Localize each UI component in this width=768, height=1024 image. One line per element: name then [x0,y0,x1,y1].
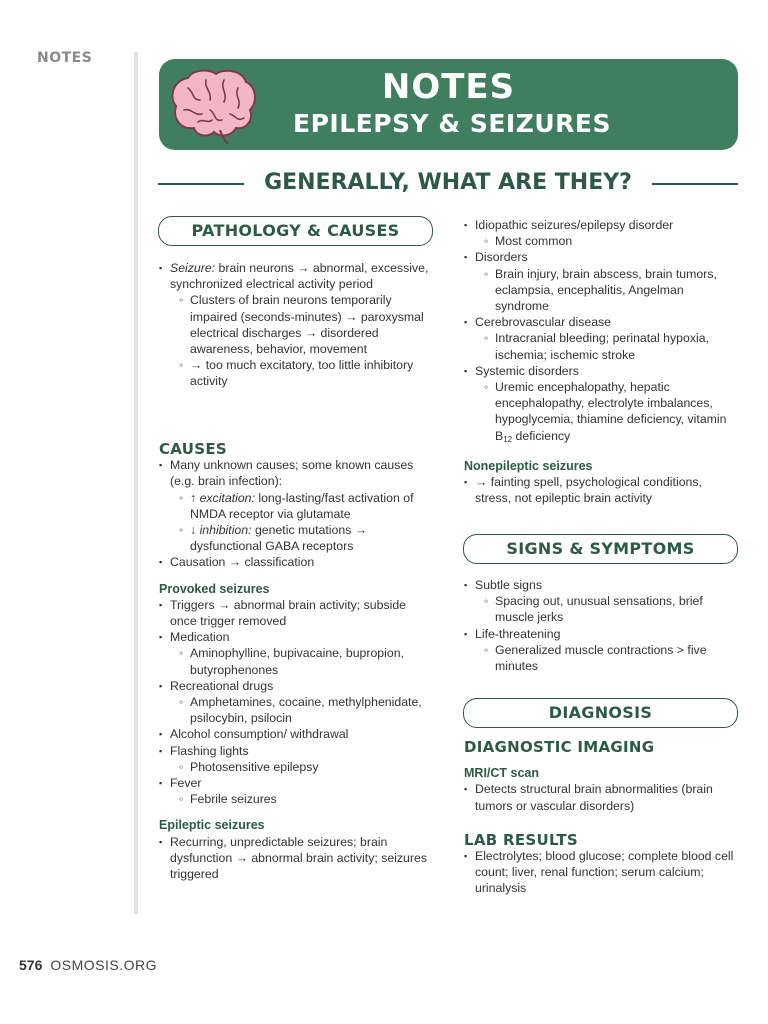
section-heading [158,168,738,200]
banner-subtitle: EPILEPSY & SEIZURES [293,109,611,138]
pathology-pill: PATHOLOGY & CAUSES [158,216,433,246]
inhibition-def: genetic mutations → dysfunctional GABA receptors [190,523,368,554]
list-item [159,522,431,554]
banner-title: NOTES [381,67,516,107]
signs-pill: SIGNS & SYMPTOMS [463,534,738,564]
list-item: ▪ Alcohol consumption/ withdrawal [159,726,431,742]
nonepileptic-heading: Nonepileptic seizures [464,458,593,473]
seizure-term: Seizure: [170,261,216,275]
list-item: ◦ Intracranial bleeding; perinatal hypoxia, ischemia; ischemic stroke [464,330,739,362]
heading-rule-right [652,183,738,185]
list-item: ▪ Causation → classification [159,554,431,570]
list-item: ▪ Electrolytes; blood glucose; complete blood cell count; liver, renal function; serum calcium; urinalysis [464,848,739,897]
b12-subscript: 12 [503,434,513,444]
seizure-def: brain neurons → abnormal, excessive, synchronized electrical activity period [170,261,429,292]
list-item: ▪ → fainting spell, psychological conditions, stress, not epileptic brain activity [464,474,739,506]
list-item: ◦ Most common [464,233,739,249]
list-item: ◦ Amphetamines, cocaine, methylphenidate, psilocybin, psilocin [159,694,431,726]
page-footer [19,957,157,973]
list-item [464,379,739,448]
list-item: ◦ Generalized muscle contractions > five minutes [464,642,739,674]
provoked-heading: Provoked seizures [159,581,270,596]
systemic-text: Uremic encephalopathy, hepatic encephalopathy, electrolyte imbalances, hypoglycemia, thiamine deficiency, vitamin B [495,380,727,443]
left-column-bottom [159,441,431,882]
list-item: ◦ Spacing out, unusual sensations, brief muscle jerks [464,593,739,625]
list-item: ▪ Medication [159,629,431,645]
list-item: ▪ Flashing lights [159,743,431,759]
site-name: OSMOSIS.ORG [50,957,157,973]
list-item: ▪ Disorders [464,249,739,265]
list-item: ▪ Recurring, unpredictable seizures; brain dysfunction → abnormal brain activity; seizures triggered [159,834,431,883]
mri-heading: MRI/CT scan [464,766,540,781]
list-item: ◦ → too much excitatory, too little inhibitory activity [159,357,431,389]
list-item: ◦ Aminophylline, bupivacaine, bupropion, butyrophenones [159,645,431,677]
list-item: ▪ Cerebrovascular disease [464,314,739,330]
section-heading-text: GENERALLY, WHAT ARE THEY? [264,170,632,195]
left-column-top [159,260,431,390]
side-rule [134,52,138,914]
list-item [159,490,431,522]
list-item: ▪ Fever [159,775,431,791]
list-item: ▪ Many unknown causes; some known causes (e.g. brain infection): [159,457,431,489]
systemic-text-end: deficiency [512,428,571,443]
signs-list [464,577,739,674]
list-item: ▪ Subtle signs [464,577,739,593]
right-column-top [464,217,739,506]
list-item: ◦ Clusters of brain neurons temporarily impaired (seconds-minutes) → paroxysmal electrical discharges → disordered awareness, behavior, movement [159,292,431,357]
list-item: ◦ Febrile seizures [159,791,431,807]
list-item: ▪ Triggers → abnormal brain activity; subside once trigger removed [159,597,431,629]
list-item: ▪ Detects structural brain abnormalities (brain tumors or vascular disorders) [464,781,739,813]
list-item [159,260,431,292]
list-item: ◦ Photosensitive epilepsy [159,759,431,775]
excitation-def: long-lasting/fast activation of NMDA receptor via glutamate [190,490,414,521]
brain-icon [162,66,260,146]
diagnosis-content [464,739,739,897]
inhibition-term: ↓ inhibition: [190,523,252,538]
list-item: ▪ Systemic disorders [464,363,739,379]
side-label: NOTES [37,50,93,66]
excitation-term: ↑ excitation: [190,490,255,505]
page-number: 576 [19,957,43,973]
diagnosis-pill: DIAGNOSIS [463,698,738,728]
list-item: ▪ Life-threatening [464,626,739,642]
list-item: ▪ Recreational drugs [159,678,431,694]
lab-results-heading: LAB RESULTS [464,830,579,849]
list-item: ▪ Idiopathic seizures/epilepsy disorder [464,217,739,233]
diagnostic-imaging-heading: DIAGNOSTIC IMAGING [464,738,655,756]
epileptic-heading: Epileptic seizures [159,818,265,833]
list-item: ◦ Brain injury, brain abscess, brain tumors, eclampsia, encephalitis, Angelman syndrome [464,266,739,315]
causes-heading: CAUSES [159,440,227,458]
heading-rule-left [158,183,244,185]
